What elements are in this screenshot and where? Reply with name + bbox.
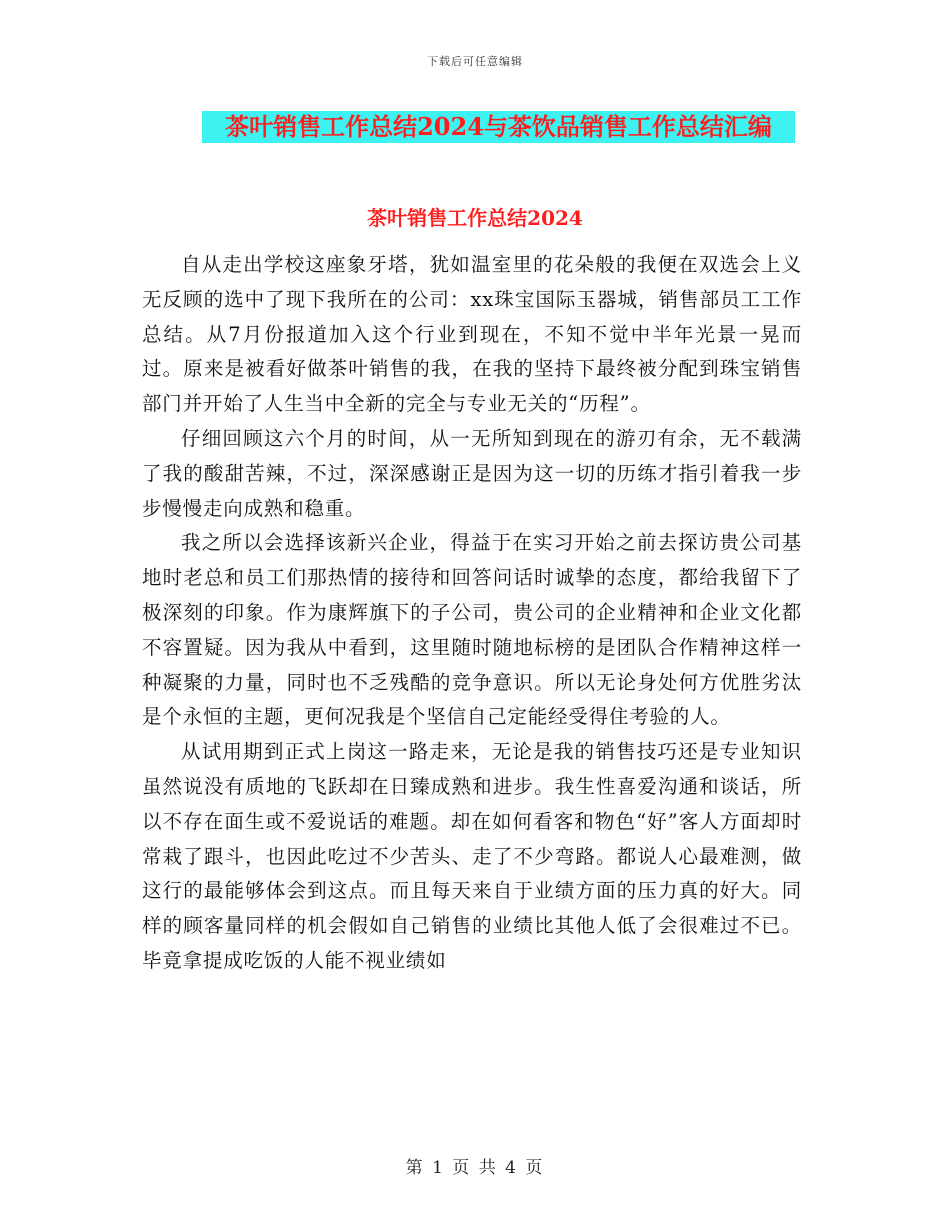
paragraph: 仔细回顾这六个月的时间，从一无所知到现在的游刃有余，无不载满了我的酸甜苦辣，不过，深深感谢正是因为这一切的历练才指引着我一步步慢慢走向成熟和稳重。 [142, 426, 802, 520]
paragraph: 我之所以会选择该新兴企业，得益于在实习开始之前去探访贵公司基地时老总和员工们那热情的接待和回答问话时诚挚的态度，都给我留下了极深刻的印象。作为康辉旗下的子公司，贵公司的企业精神和企业文化都不容置疑。因为我从中看到，这里随时随地标榜的是团队合作精神这样一种凝聚的力量，同时也不乏残酷的竞争意识。所以无论身处何方优胜劣汰是个永恒的主题，更何况我是个坚信自己定能经受得住考验的人。 [142, 531, 802, 729]
section-title: 茶叶销售工作总结2024 [367, 206, 583, 230]
page-footer: 第 1 页 共 4 页 [405, 1158, 545, 1178]
paragraph: 从试用期到正式上岗这一路走来，无论是我的销售技巧还是专业知识虽然说没有质地的飞跃却在日臻成熟和进步。我生性喜爱沟通和谈话，所以不存在面生或不爱说话的难题。却在如何看客和物色“好”客人方面却时常栽了跟斗，也因此吃过不少苦头、走了不少弯路。都说人心最难测，做这行的最能够体会到这点。而且每天来自于业绩方面的压力真的好大。同样的顾客量同样的机会假如自己销售的业绩比其他人低了会很难过不已。毕竟拿提成吃饭的人能不视业绩如 [142, 740, 802, 972]
document-body [142, 248, 802, 979]
document-main-title: 茶叶销售工作总结2024与茶饮品销售工作总结汇编 [202, 111, 795, 143]
header-note: 下载后可任意编辑 [427, 55, 523, 68]
paragraph: 自从走出学校这座象牙塔，犹如温室里的花朵般的我便在双选会上义无反顾的选中了现下我所在的公司：xx珠宝国际玉器城，销售部员工工作总结。从7月份报道加入这个行业到现在，不知不觉中半年光景一晃而过。原来是被看好做茶叶销售的我，在我的坚持下最终被分配到珠宝销售部门并开始了人生当中全新的完全与专业无关的“历程”。 [142, 253, 802, 416]
